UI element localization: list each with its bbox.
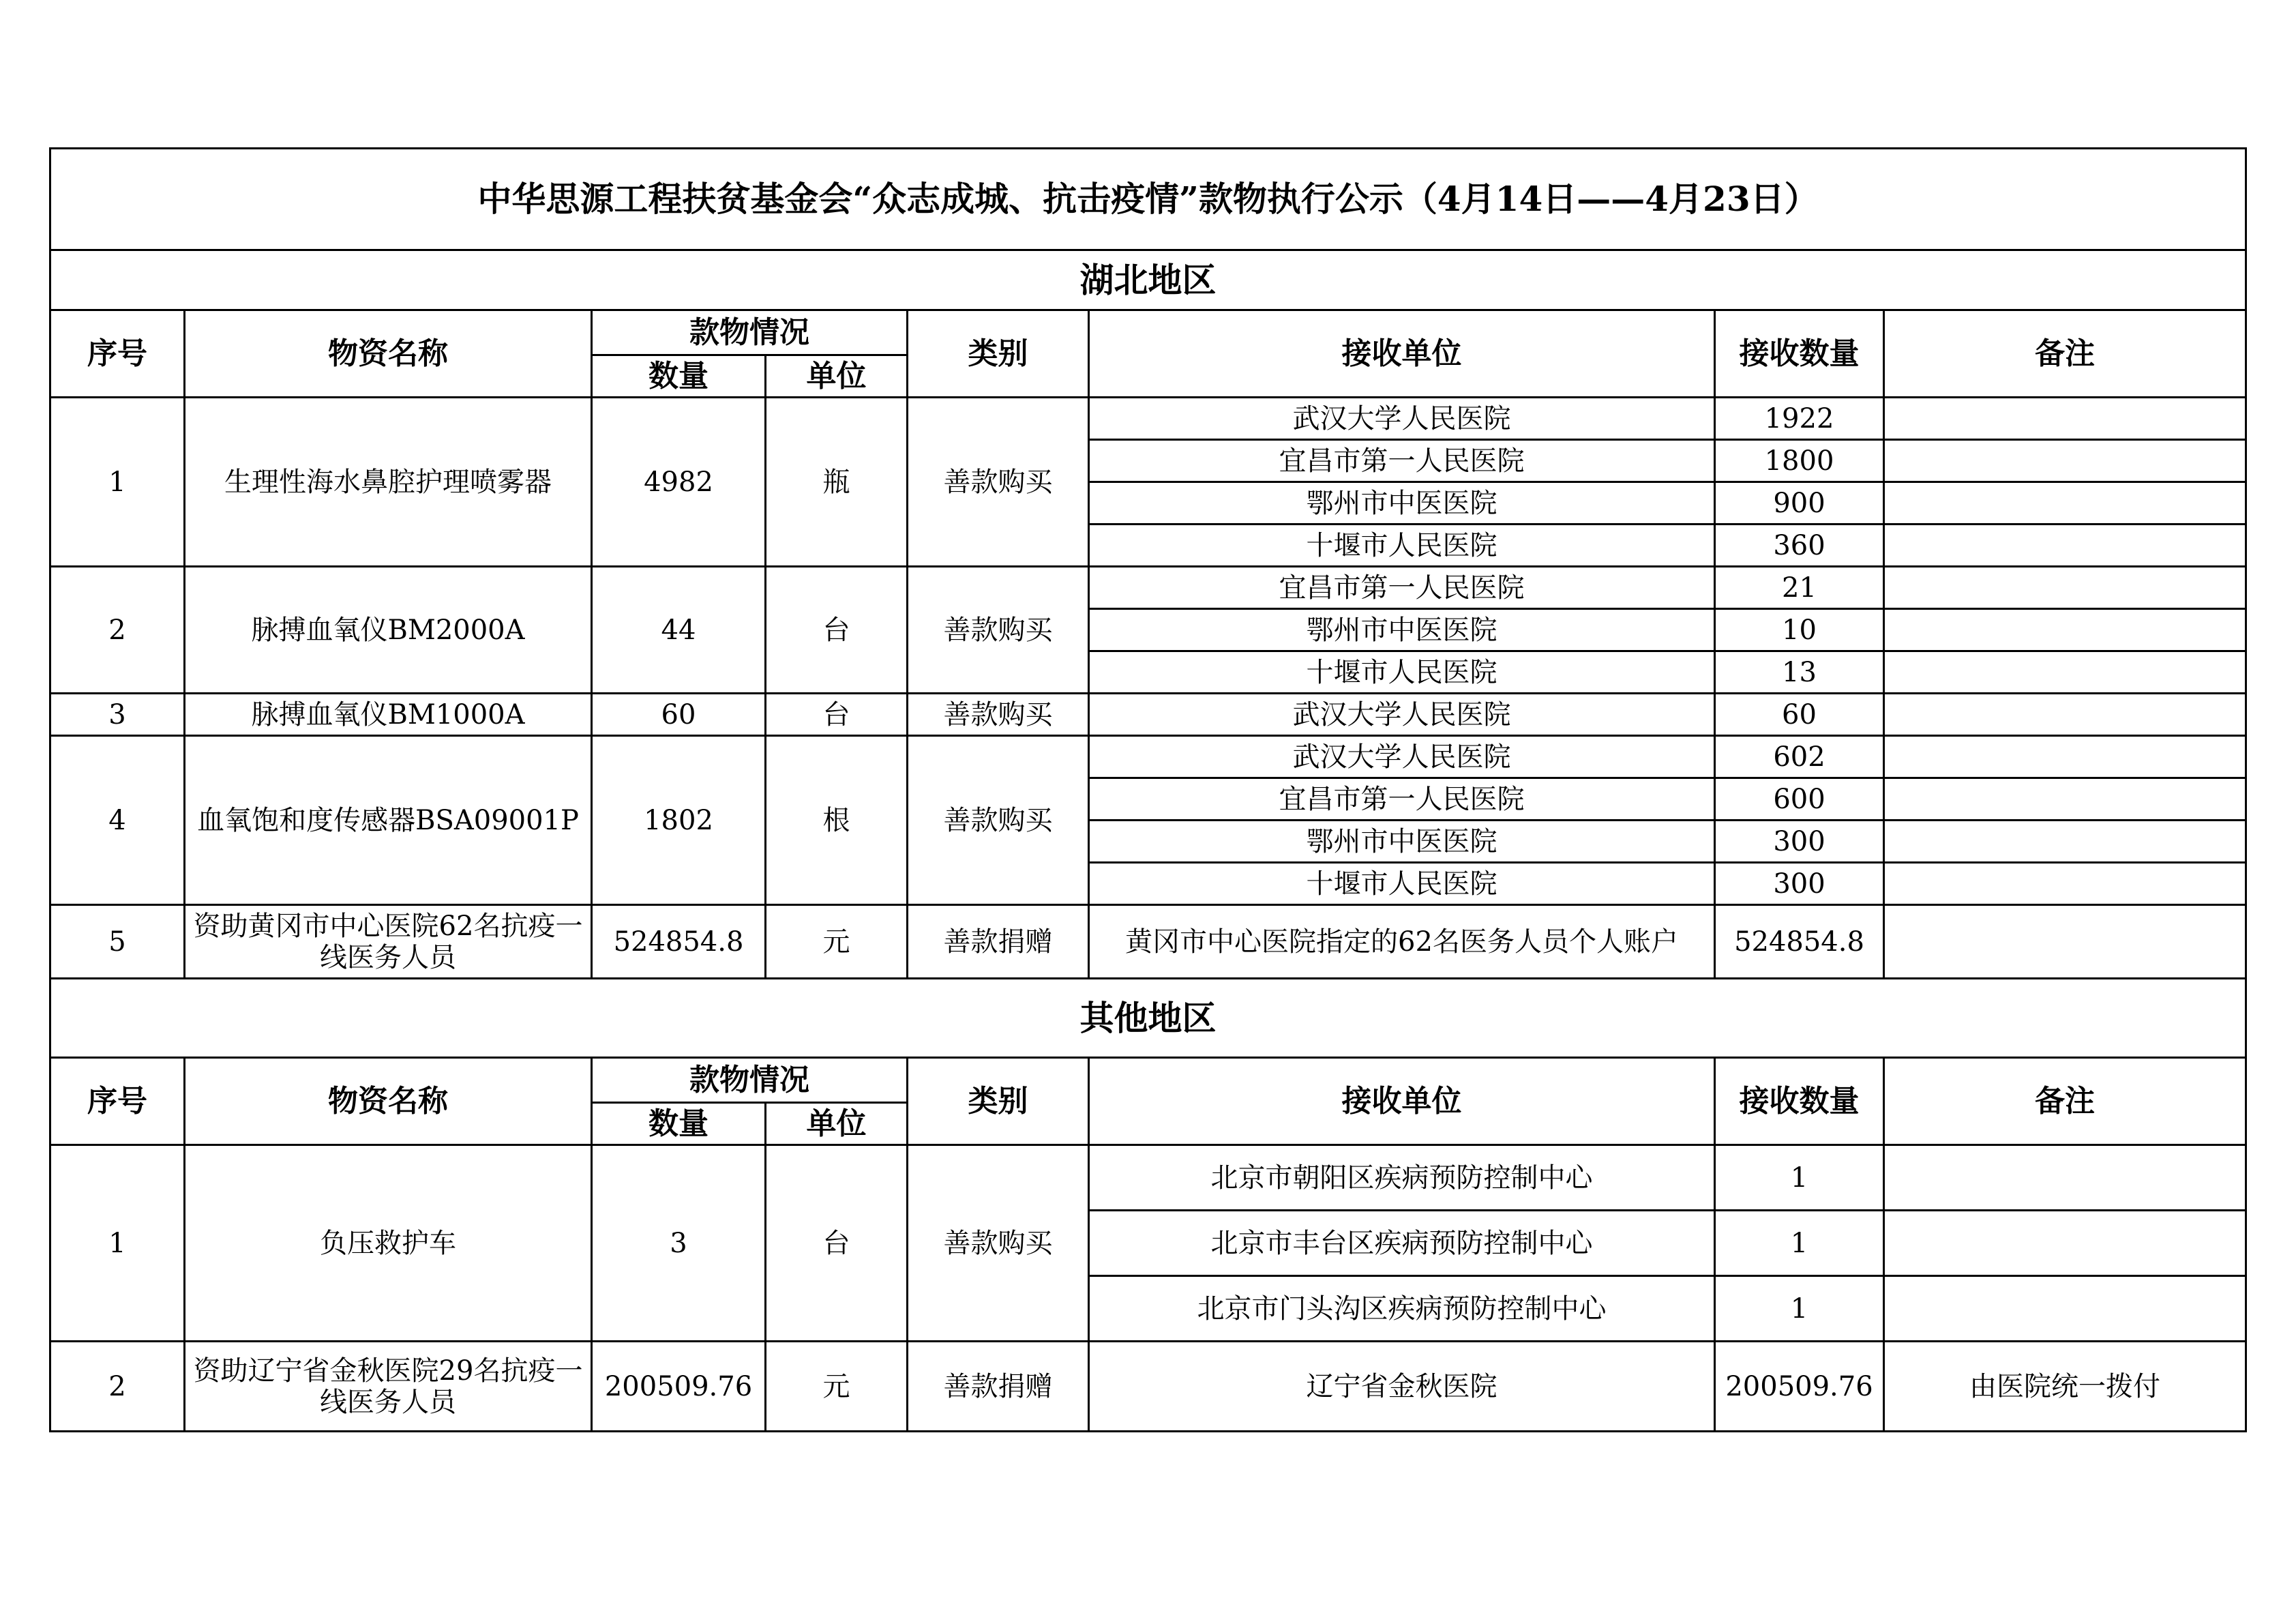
title-row [50,149,2246,250]
cell-receiver: 武汉大学人民医院 [1089,736,1715,778]
cell-receiver: 十堰市人民医院 [1089,863,1715,905]
cell-note [1884,651,2246,694]
cell-receiver: 黄冈市中心医院指定的62名医务人员个人账户 [1089,905,1715,979]
cell-item: 脉搏血氧仪BM1000A [185,694,592,736]
table-row [50,1342,2246,1432]
cell-receiver: 十堰市人民医院 [1089,651,1715,694]
cell-note [1884,736,2246,778]
cell-unit: 元 [766,905,908,979]
cell-note [1884,821,2246,863]
cell-qty: 60 [592,694,766,736]
cell-recv-qty: 602 [1715,736,1884,778]
table-row [50,694,2246,736]
cell-recv-qty: 300 [1715,821,1884,863]
cell-recv-qty: 13 [1715,651,1884,694]
cell-note [1884,482,2246,525]
cell-receiver: 鄂州市中医医院 [1089,609,1715,651]
header-recv-qty: 接收数量 [1715,1058,1884,1145]
table-row [50,736,2246,778]
cell-recv-qty: 60 [1715,694,1884,736]
header-note: 备注 [1884,1058,2246,1145]
header-unit: 单位 [766,1103,908,1145]
cell-unit: 根 [766,736,908,905]
header-receiver: 接收单位 [1089,1058,1715,1145]
header-receiver: 接收单位 [1089,310,1715,398]
cell-item: 血氧饱和度传感器BSA09001P [185,736,592,905]
cell-recv-qty: 524854.8 [1715,905,1884,979]
region-heading: 湖北地区 [50,250,2246,310]
cell-note [1884,905,2246,979]
header-seq: 序号 [50,310,185,398]
cell-note [1884,778,2246,821]
cell-note [1884,609,2246,651]
cell-note: 由医院统一拨付 [1884,1342,2246,1432]
header-row [50,1058,2246,1103]
cell-seq: 2 [50,567,185,694]
header-seq: 序号 [50,1058,185,1145]
cell-category: 善款购买 [908,1145,1089,1342]
cell-recv-qty: 200509.76 [1715,1342,1884,1432]
cell-receiver: 武汉大学人民医院 [1089,398,1715,440]
cell-item: 资助辽宁省金秋医院29名抗疫一线医务人员 [185,1342,592,1432]
table-row [50,567,2246,609]
header-recv-qty: 接收数量 [1715,310,1884,398]
cell-item: 资助黄冈市中心医院62名抗疫一线医务人员 [185,905,592,979]
cell-note [1884,1145,2246,1211]
cell-qty: 1802 [592,736,766,905]
cell-category: 善款购买 [908,694,1089,736]
cell-recv-qty: 1 [1715,1211,1884,1276]
header-item: 物资名称 [185,310,592,398]
cell-note [1884,1276,2246,1342]
cell-unit: 瓶 [766,398,908,567]
disbursement-sheet [49,147,2245,1432]
cell-qty: 524854.8 [592,905,766,979]
cell-recv-qty: 21 [1715,567,1884,609]
cell-receiver: 北京市门头沟区疾病预防控制中心 [1089,1276,1715,1342]
cell-recv-qty: 1922 [1715,398,1884,440]
cell-note [1884,1211,2246,1276]
cell-category: 善款购买 [908,736,1089,905]
cell-receiver: 鄂州市中医医院 [1089,821,1715,863]
cell-unit: 台 [766,694,908,736]
table-row [50,1145,2246,1211]
cell-receiver: 北京市丰台区疾病预防控制中心 [1089,1211,1715,1276]
cell-receiver: 鄂州市中医医院 [1089,482,1715,525]
cell-seq: 1 [50,398,185,567]
cell-receiver: 十堰市人民医院 [1089,525,1715,567]
header-qty: 数量 [592,1103,766,1145]
table-row [50,398,2246,440]
cell-recv-qty: 300 [1715,863,1884,905]
cell-category: 善款捐赠 [908,905,1089,979]
table-body [50,149,2246,1432]
header-note: 备注 [1884,310,2246,398]
cell-receiver: 宜昌市第一人民医院 [1089,567,1715,609]
cell-recv-qty: 1800 [1715,440,1884,482]
cell-receiver: 宜昌市第一人民医院 [1089,778,1715,821]
header-category: 类别 [908,310,1089,398]
cell-note [1884,567,2246,609]
region-heading: 其他地区 [50,979,2246,1058]
cell-item: 负压救护车 [185,1145,592,1342]
cell-note [1884,694,2246,736]
cell-seq: 4 [50,736,185,905]
cell-qty: 3 [592,1145,766,1342]
cell-category: 善款购买 [908,398,1089,567]
header-unit: 单位 [766,355,908,398]
header-qty: 数量 [592,355,766,398]
cell-recv-qty: 1 [1715,1276,1884,1342]
cell-recv-qty: 360 [1715,525,1884,567]
cell-unit: 台 [766,1145,908,1342]
cell-receiver: 北京市朝阳区疾病预防控制中心 [1089,1145,1715,1211]
cell-seq: 3 [50,694,185,736]
cell-item: 生理性海水鼻腔护理喷雾器 [185,398,592,567]
cell-seq: 1 [50,1145,185,1342]
region-row [50,979,2246,1058]
page-title: 中华思源工程扶贫基金会“众志成城、抗击疫情”款物执行公示（4月14日——4月23日） [50,149,2246,250]
cell-note [1884,525,2246,567]
cell-receiver: 武汉大学人民医院 [1089,694,1715,736]
header-row [50,310,2246,355]
cell-seq: 2 [50,1342,185,1432]
cell-seq: 5 [50,905,185,979]
cell-recv-qty: 600 [1715,778,1884,821]
header-category: 类别 [908,1058,1089,1145]
cell-recv-qty: 1 [1715,1145,1884,1211]
disbursement-table [49,147,2247,1432]
region-row [50,250,2246,310]
cell-note [1884,863,2246,905]
cell-qty: 200509.76 [592,1342,766,1432]
cell-unit: 元 [766,1342,908,1432]
cell-qty: 4982 [592,398,766,567]
cell-receiver: 辽宁省金秋医院 [1089,1342,1715,1432]
header-funds: 款物情况 [592,1058,908,1103]
header-item: 物资名称 [185,1058,592,1145]
cell-qty: 44 [592,567,766,694]
table-row [50,905,2246,979]
cell-unit: 台 [766,567,908,694]
cell-category: 善款购买 [908,567,1089,694]
cell-recv-qty: 900 [1715,482,1884,525]
header-funds: 款物情况 [592,310,908,355]
cell-receiver: 宜昌市第一人民医院 [1089,440,1715,482]
cell-category: 善款捐赠 [908,1342,1089,1432]
cell-note [1884,440,2246,482]
cell-recv-qty: 10 [1715,609,1884,651]
cell-item: 脉搏血氧仪BM2000A [185,567,592,694]
cell-note [1884,398,2246,440]
